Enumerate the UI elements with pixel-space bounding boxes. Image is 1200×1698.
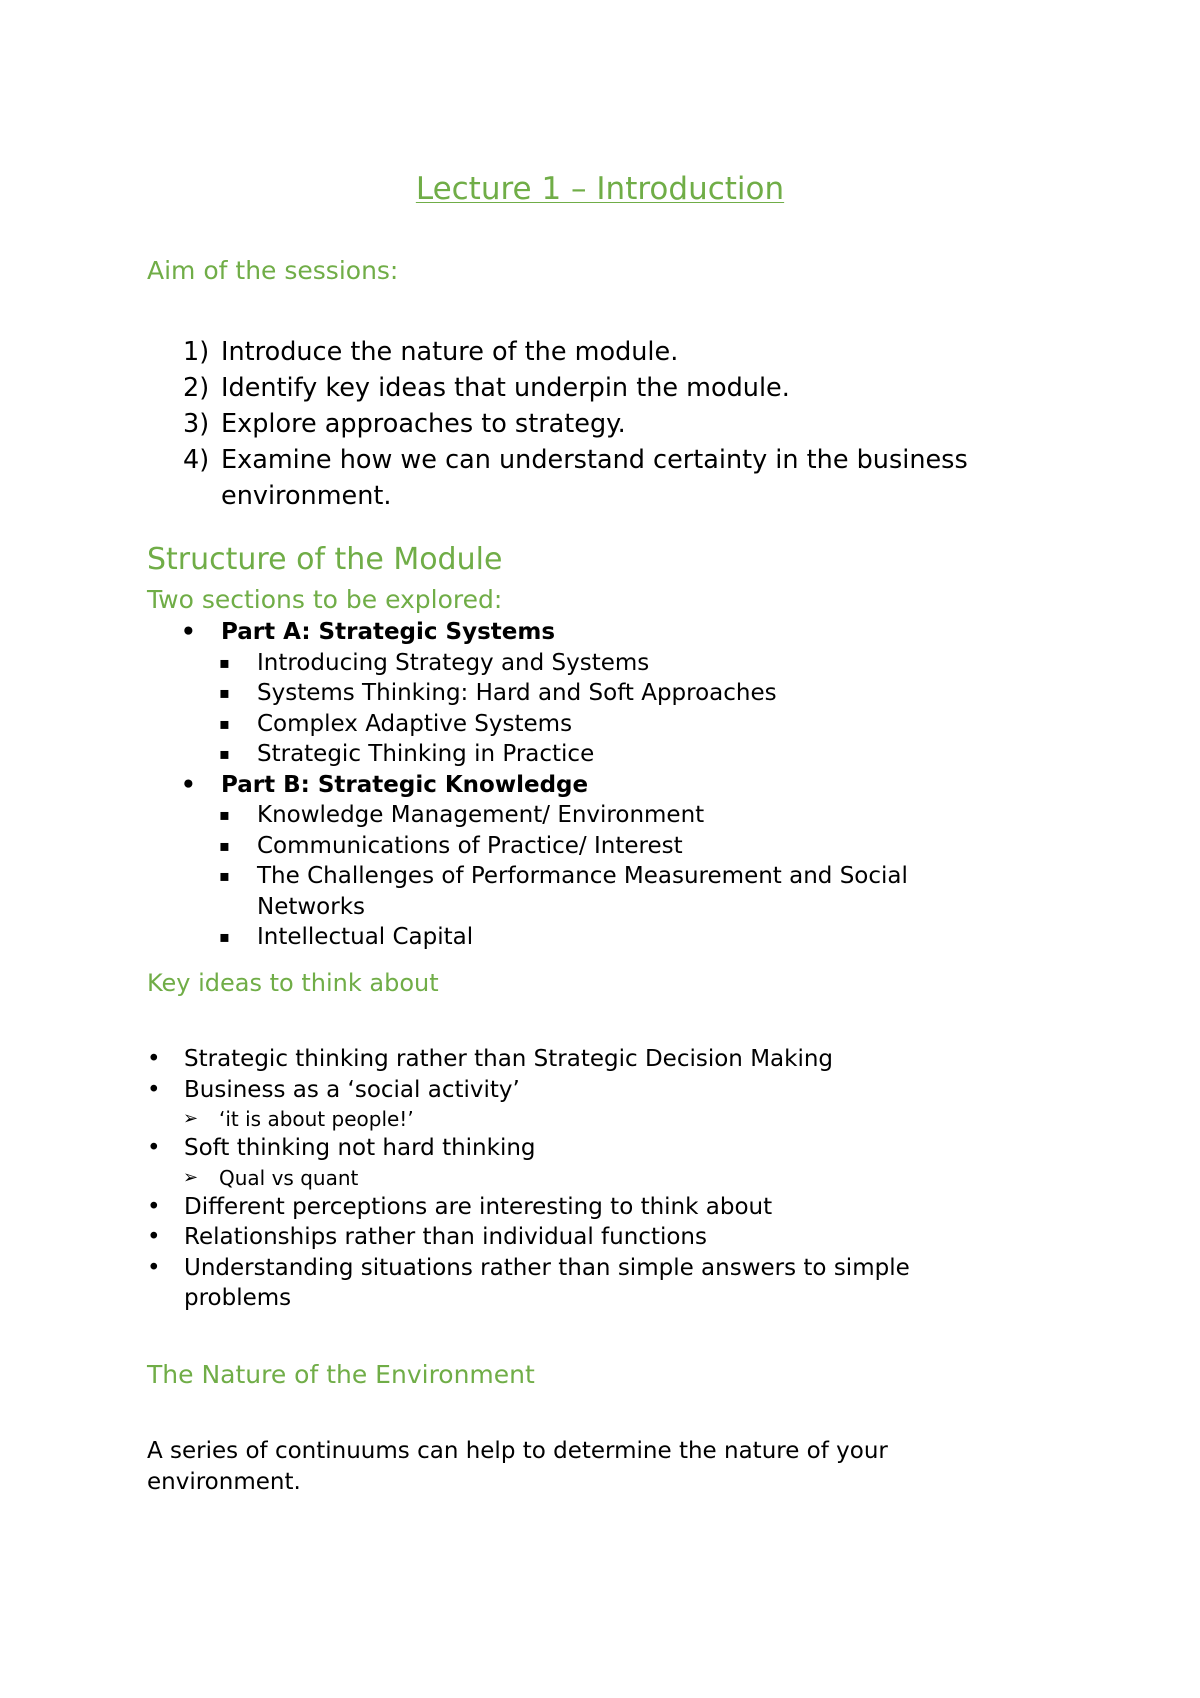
part-b-item — [0, 770, 957, 801]
square-bullet-icon: ▪ — [219, 652, 230, 672]
list-item — [0, 861, 957, 922]
list-item — [0, 1222, 974, 1253]
list-item-text: ‘it is about people!’ — [219, 1107, 414, 1131]
list-item — [0, 648, 957, 679]
list-item-text: Business as a ‘social activity’ — [184, 1076, 520, 1103]
list-item — [0, 1075, 974, 1106]
list-item-text: Strategic Thinking in Practice — [257, 741, 595, 767]
square-bullet-icon: ▪ — [219, 805, 230, 824]
list-item — [0, 709, 957, 740]
list-item-text: Introducing Strategy and Systems — [257, 649, 650, 676]
list-subitem — [0, 1164, 974, 1192]
aim-list-item — [0, 406, 1071, 442]
list-item — [0, 739, 957, 770]
bullet-icon: • — [147, 1046, 161, 1072]
part-label: Part B: Strategic Knowledge — [221, 771, 589, 798]
square-bullet-icon: ▪ — [219, 927, 230, 946]
page-title: Lecture 1 – Introduction — [415, 171, 785, 207]
list-item-text: Different perceptions are interesting to think about — [184, 1193, 773, 1220]
aim-item-text: Identify key ideas that underpin the module. — [221, 373, 790, 403]
environment-heading: The Nature of the Environment — [147, 1360, 535, 1389]
square-bullet-icon: ▪ — [219, 683, 230, 702]
arrow-bullet-icon: ➢ — [183, 1166, 199, 1188]
arrow-bullet-icon: ➢ — [183, 1108, 199, 1129]
aim-heading: Aim of the sessions: — [147, 256, 399, 285]
bullet-icon: • — [147, 1254, 161, 1281]
list-item — [0, 831, 957, 862]
list-item-text: Communications of Practice/ Interest — [257, 832, 683, 859]
list-item-text: Intellectual Capital — [257, 924, 474, 950]
bullet-icon: • — [181, 771, 196, 798]
module-structure-list — [0, 617, 957, 953]
sections-subheading: Two sections to be explored: — [147, 585, 503, 614]
square-bullet-icon: ▪ — [219, 713, 230, 733]
list-item-text: Knowledge Management/ Environment — [257, 802, 705, 828]
key-ideas-list — [0, 1044, 974, 1314]
bullet-icon: • — [147, 1193, 161, 1220]
bullet-icon: • — [181, 619, 196, 645]
list-item-text: Complex Adaptive Systems — [257, 710, 573, 737]
list-number: 1) — [183, 337, 210, 367]
bullet-icon: • — [147, 1224, 161, 1250]
list-number: 2) — [183, 373, 210, 403]
list-item — [0, 1253, 974, 1314]
square-bullet-icon: ▪ — [219, 835, 230, 855]
list-item-text: Strategic thinking rather than Strategic Decision Making — [184, 1046, 834, 1072]
list-item — [0, 678, 957, 709]
key-ideas-heading: Key ideas to think about — [147, 969, 439, 997]
list-item — [0, 1192, 974, 1223]
list-item-text: The Challenges of Performance Measurement and Social Networks — [257, 863, 908, 920]
part-label: Part A: Strategic Systems — [221, 619, 556, 645]
aim-list-item — [0, 334, 1071, 370]
list-number: 3) — [183, 409, 210, 439]
list-item — [0, 1133, 974, 1164]
list-item-text: Soft thinking not hard thinking — [184, 1135, 536, 1161]
part-a-item — [0, 617, 957, 648]
aim-item-text: Examine how we can understand certainty in the business environment. — [221, 445, 968, 511]
list-item — [0, 1044, 974, 1075]
environment-paragraph: A series of continuums can help to determine the nature of your environment. — [147, 1438, 888, 1495]
list-number: 4) — [183, 445, 210, 475]
list-item-text: Systems Thinking: Hard and Soft Approaches — [257, 680, 777, 706]
aim-item-text: Explore approaches to strategy. — [221, 409, 626, 439]
aim-list — [0, 334, 1071, 514]
square-bullet-icon: ▪ — [219, 866, 230, 885]
square-bullet-icon: ▪ — [219, 744, 230, 763]
list-item — [0, 800, 957, 831]
aim-item-text: Introduce the nature of the module. — [221, 337, 679, 367]
list-subitem — [0, 1105, 974, 1133]
aim-list-item — [0, 442, 1071, 514]
bullet-icon: • — [147, 1076, 161, 1103]
bullet-icon: • — [147, 1135, 161, 1161]
list-item-text: Qual vs quant — [219, 1165, 359, 1190]
list-item-text: Understanding situations rather than simple answers to simple problems — [184, 1254, 910, 1311]
structure-heading: Structure of the Module — [147, 542, 503, 577]
aim-list-item — [0, 370, 1071, 406]
list-item — [0, 922, 957, 953]
list-item-text: Relationships rather than individual functions — [184, 1224, 707, 1250]
